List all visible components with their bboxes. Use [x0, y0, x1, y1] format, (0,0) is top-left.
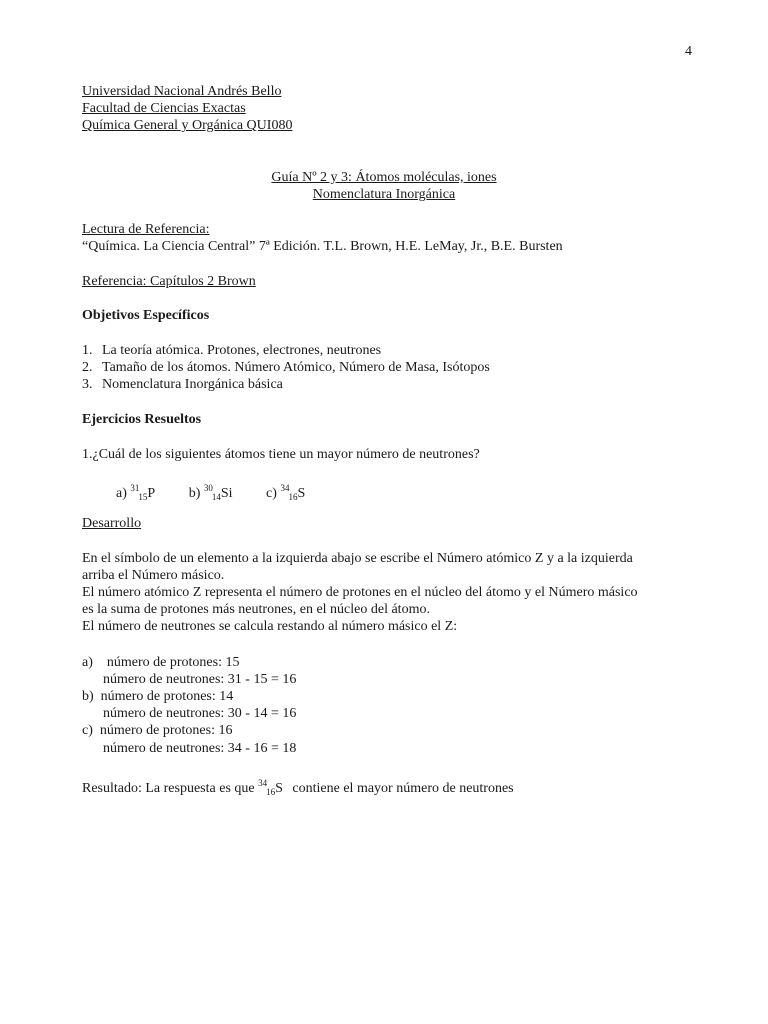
mass-number: 31 — [130, 483, 140, 493]
option-c — [266, 480, 305, 506]
development-line: En el símbolo de un elemento a la izquierda abajo se escribe el Número atómico Z y a la izquierda — [82, 551, 633, 566]
objective-number: 1. — [82, 343, 93, 358]
objective-text: Tamaño de los átomos. Número Atómico, Número de Masa, Isótopos — [102, 360, 490, 375]
objective-item — [82, 359, 490, 376]
element-symbol: S — [275, 781, 283, 796]
objective-item — [82, 342, 381, 359]
option-label: b) — [188, 486, 201, 501]
calc-line: a) número de protones: 15 — [82, 655, 240, 670]
development-line: El número atómico Z representa el número de protones en el núcleo del átomo y el Número másico — [82, 585, 638, 600]
question-text: 1.¿Cuál de los siguientes átomos tiene un mayor número de neutrones? — [82, 447, 480, 462]
mass-number: 34 — [280, 483, 290, 493]
atomic-number: 14 — [211, 492, 221, 502]
reading-text: “Química. La Ciencia Central” 7ª Edición. T.L. Brown, H.E. LeMay, Jr., B.E. Bursten — [82, 239, 563, 254]
guide-subtitle — [0, 186, 768, 203]
university-name: Universidad Nacional Andrés Bello — [82, 84, 282, 99]
calc-line: número de neutrones: 30 - 14 = 16 — [103, 706, 297, 721]
objective-number: 2. — [82, 360, 93, 375]
course-name: Química General y Orgánica QUI080 — [82, 118, 293, 133]
exercises-heading: Ejercicios Resueltos — [82, 412, 202, 427]
result-isotope — [258, 775, 283, 801]
result-suffix: contiene el mayor número de neutrones — [292, 781, 514, 796]
objective-item — [82, 376, 283, 393]
page-number: 4 — [685, 44, 692, 59]
development-line: arriba el Número másico. — [82, 568, 225, 583]
calc-line: número de neutrones: 31 - 15 = 16 — [103, 672, 297, 687]
calc-line: c) número de protones: 16 — [82, 723, 233, 738]
objective-text: Nomenclatura Inorgánica básica — [102, 377, 283, 392]
element-symbol: S — [297, 486, 306, 501]
option-label: a) — [116, 486, 127, 501]
guide-title-line1: Guía Nº 2 y 3: Átomos moléculas, iones — [271, 170, 497, 185]
result-prefix: Resultado: La respuesta es que — [82, 781, 255, 796]
reading-label: Lectura de Referencia: — [82, 222, 210, 237]
guide-title-line2: Nomenclatura Inorgánica — [312, 187, 456, 202]
option-a — [116, 480, 155, 506]
objective-text: La teoría atómica. Protones, electrones, neutrones — [102, 343, 382, 358]
calc-line: número de neutrones: 34 - 16 = 18 — [103, 741, 297, 756]
isotope-options — [116, 480, 335, 506]
reference-line: Referencia: Capítulos 2 Brown — [82, 274, 256, 289]
option-b — [189, 480, 233, 506]
objective-number: 3. — [82, 377, 93, 392]
mass-number: 34 — [258, 778, 268, 788]
option-label: c) — [266, 486, 277, 501]
atomic-number: 16 — [288, 492, 298, 502]
element-symbol: Si — [220, 486, 233, 501]
development-line: es la suma de protones más neutrones, en el núcleo del átomo. — [82, 602, 430, 617]
element-symbol: P — [147, 486, 156, 501]
result-line — [82, 775, 514, 801]
calc-line: b) número de protones: 14 — [82, 689, 234, 704]
development-heading: Desarrollo — [82, 516, 142, 531]
atomic-number: 15 — [138, 492, 148, 502]
atomic-number: 16 — [266, 787, 276, 797]
mass-number: 30 — [203, 483, 213, 493]
guide-title — [0, 169, 768, 186]
objectives-heading: Objetivos Específicos — [82, 308, 210, 323]
faculty-name: Facultad de Ciencias Exactas — [82, 101, 246, 116]
development-line: El número de neutrones se calcula restando al número másico el Z: — [82, 619, 458, 634]
